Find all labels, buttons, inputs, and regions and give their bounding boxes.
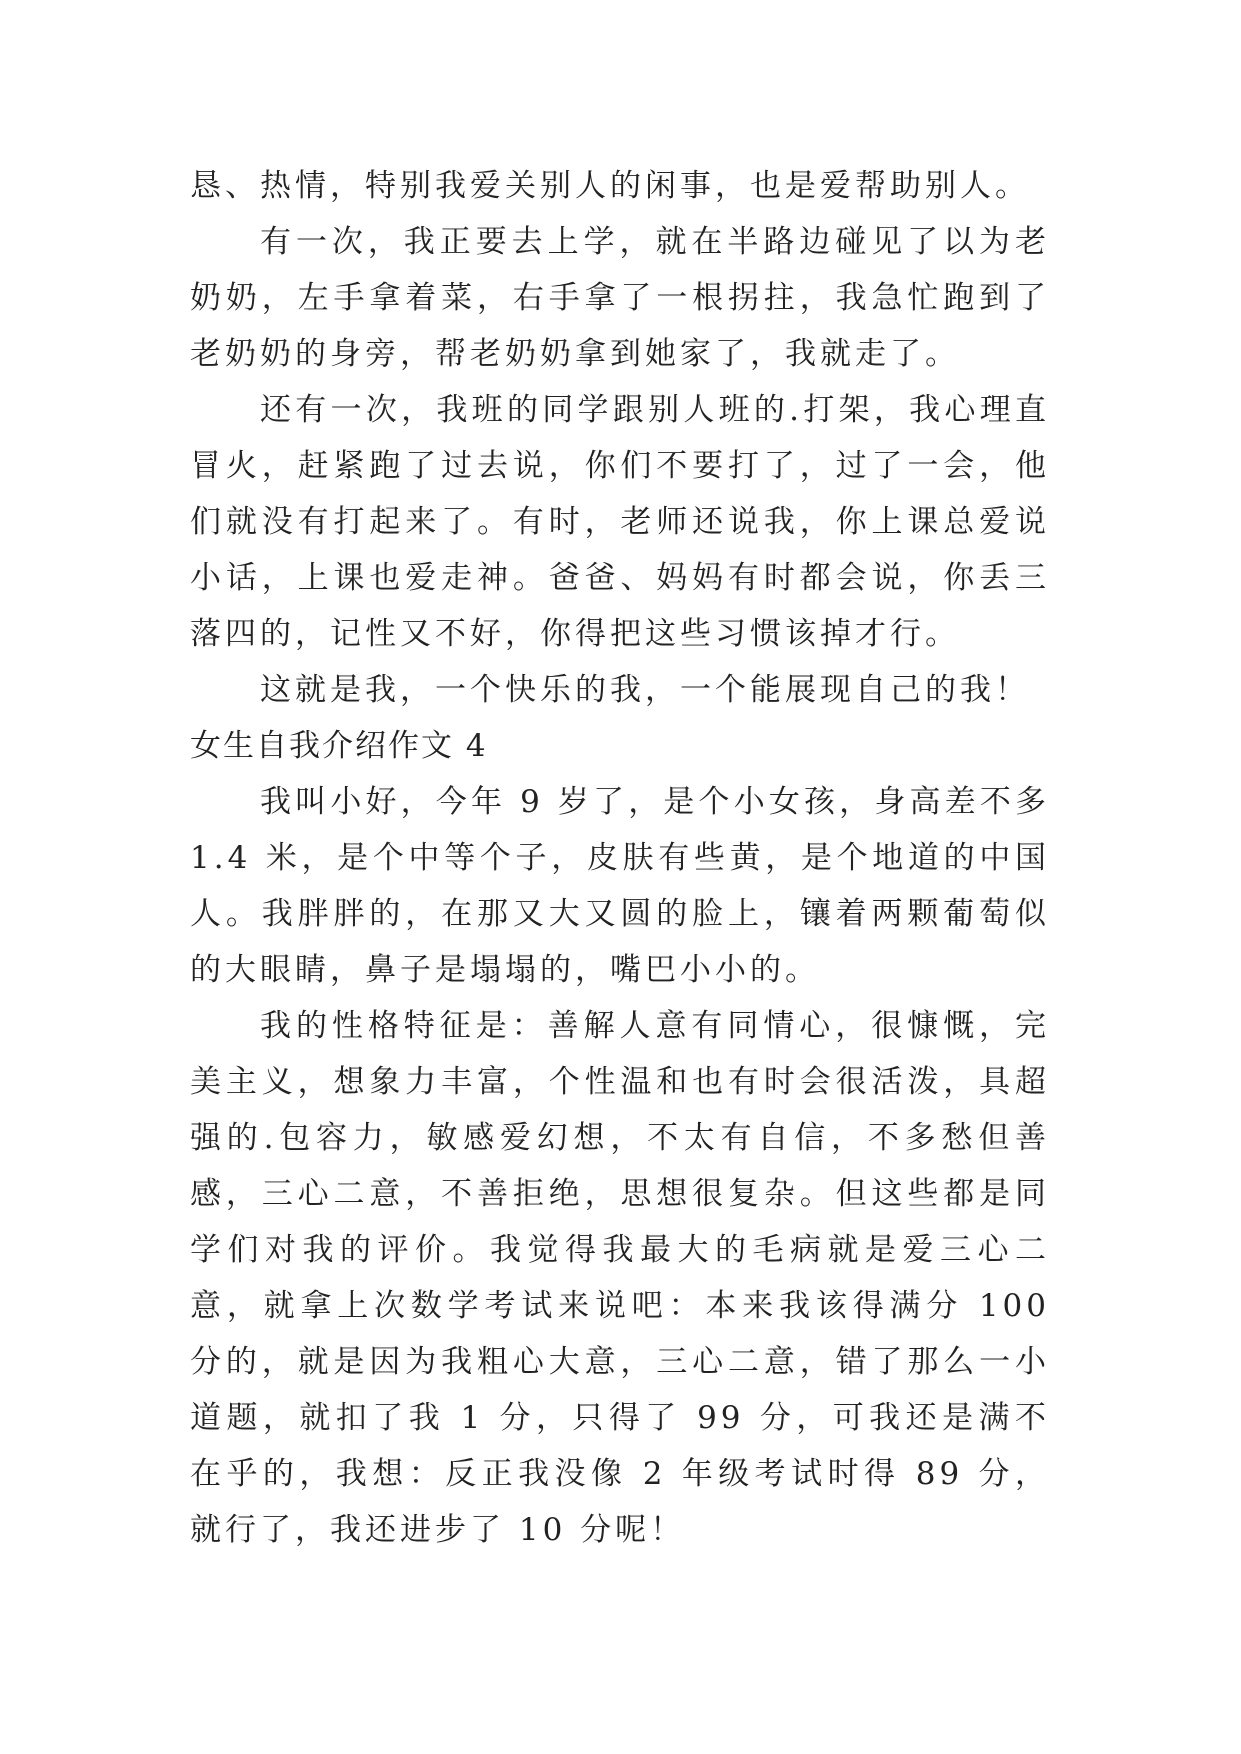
paragraph-personality: 我的性格特征是：善解人意有同情心，很慷慨，完美主义，想象力丰富，个性温和也有时会很活泼，具超强的.包容力，敏感爱幻想，不太有自信，不多愁但善感，三心二意，不善拒绝，思想很复杂。但这些都是同学们对我的评价。我觉得我最大的毛病就是爱三心二意，就拿上次数学考试来说吧：本来我该得满分 100 分的，就是因为我粗心大意，三心二意，错了那么一小道题，就扣了我 1 分，只得了 99 分，可我还是满不在乎的，我想：反正我没像 2 年级考试时得 89 分，就行了，我还进步了 10 分呢！ [190,1008,1050,1548]
section-heading: 女生自我介绍作文 4 [190,728,488,764]
paragraph-continuation: 恳、热情，特别我爱关别人的闲事，也是爱帮助别人。 [190,168,1030,204]
paragraph-helping-grandma: 有一次，我正要去上学，就在半路边碰见了以为老奶奶，左手拿着菜，右手拿了一根拐拄，我急忙跑到了老奶奶的身旁，帮老奶奶拿到她家了，我就走了。 [190,224,1050,372]
paragraph-appearance: 我叫小好，今年 9 岁了，是个小女孩，身高差不多 1.4 米，是个中等个子，皮肤有些黄，是个地道的中国人。我胖胖的，在那又大又圆的脸上，镶着两颗葡萄似的大眼睛，鼻子是塌塌的，嘴巴小小的。 [190,784,1050,988]
document-page [190,158,1050,1558]
paragraph-classmates-fight: 还有一次，我班的同学跟别人班的.打架，我心理直冒火，赶紧跑了过去说，你们不要打了，过了一会，他们就没有打起来了。有时，老师还说我，你上课总爱说小话，上课也爱走神。爸爸、妈妈有时都会说，你丢三落四的，记性又不好，你得把这些习惯该掉才行。 [190,392,1050,652]
paragraph-conclusion: 这就是我，一个快乐的我，一个能展现自己的我！ [260,672,1030,708]
